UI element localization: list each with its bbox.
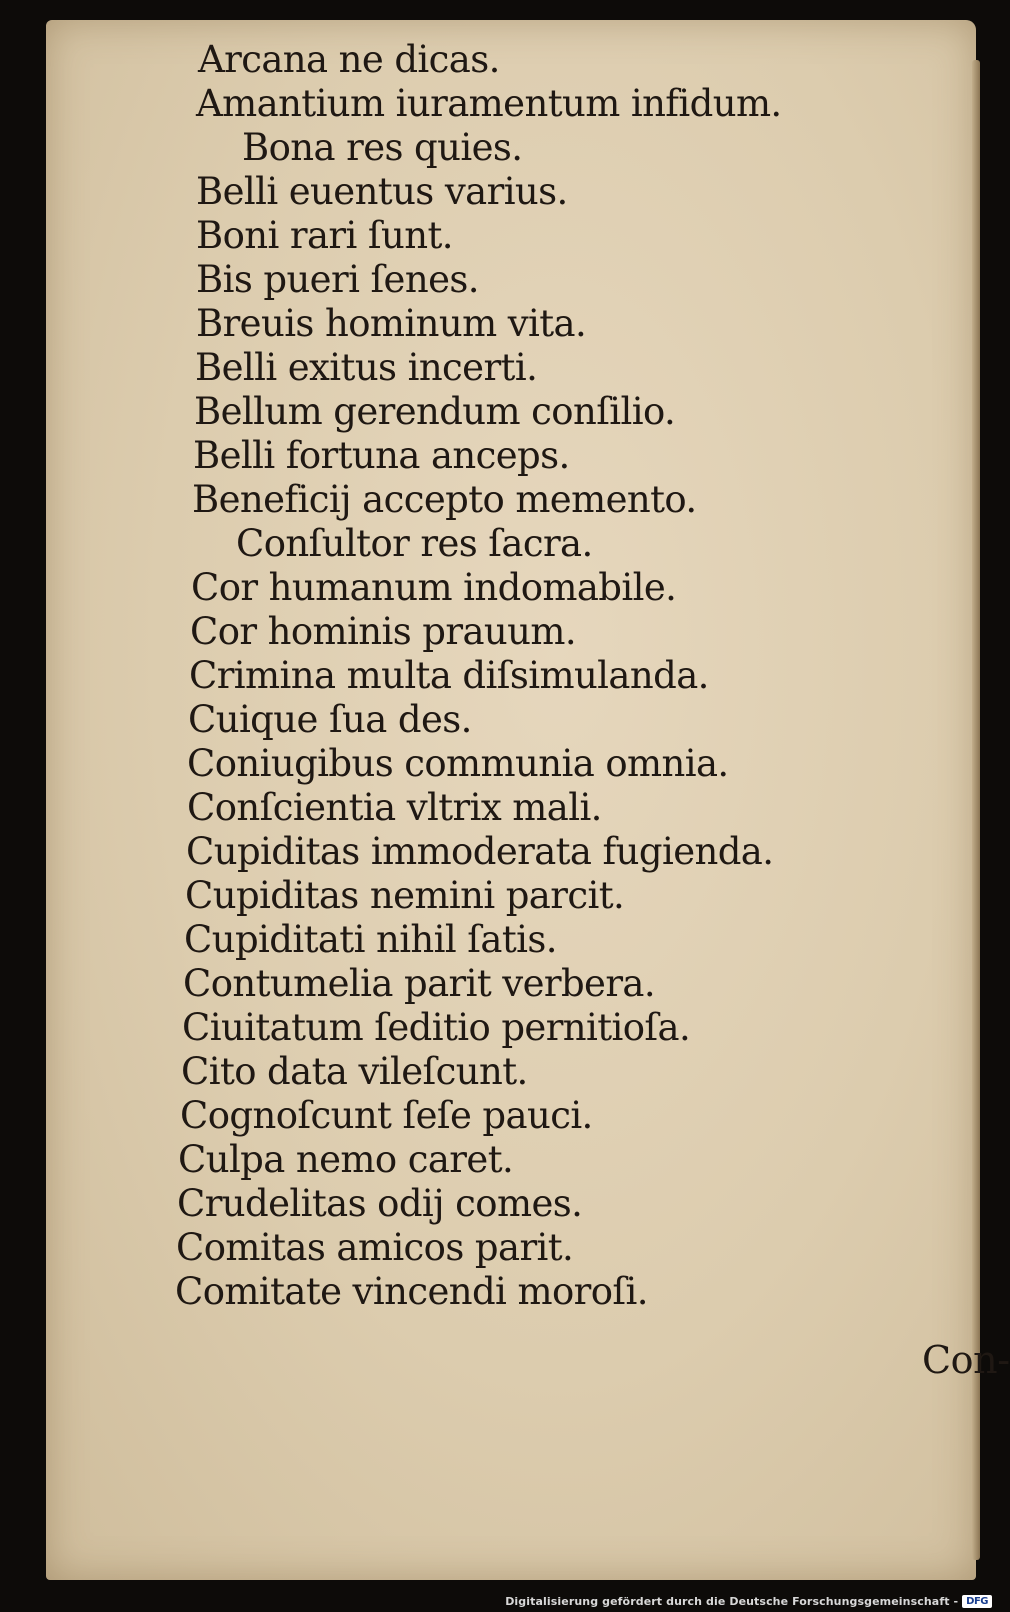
- text-line: Cuique ſua des.: [188, 698, 472, 741]
- text-line: Conſcientia vltrix mali.: [187, 786, 602, 829]
- text-line: Boni rari ſunt.: [196, 214, 453, 257]
- text-line: Bona res quies.: [242, 126, 523, 169]
- text-line: Conſultor res ſacra.: [236, 522, 593, 565]
- text-line: Ciuitatum ſeditio pernitioſa.: [182, 1006, 691, 1049]
- text-line: Belli fortuna anceps.: [193, 434, 570, 477]
- text-line: Cupiditati nihil ſatis.: [184, 918, 557, 961]
- text-line: Culpa nemo caret.: [178, 1138, 514, 1181]
- text-line: Beneficij accepto memento.: [192, 478, 697, 521]
- text-line: Cupiditas immoderata fugienda.: [186, 830, 774, 873]
- text-line: Belli euentus varius.: [196, 170, 568, 213]
- footer-credit-text: Digitalisierung gefördert durch die Deutsche Forschungsgemeinschaft -: [505, 1594, 959, 1608]
- text-line: Cupiditas nemini parcit.: [185, 874, 625, 917]
- text-line: Cito data vileſcunt.: [181, 1050, 528, 1093]
- text-line: Crudelitas odij comes.: [177, 1182, 583, 1225]
- text-line: Comitate vincendi moroſi.: [175, 1270, 648, 1313]
- text-line: Comitas amicos parit.: [176, 1226, 574, 1269]
- text-line: Amantium iuramentum infidum.: [196, 82, 782, 125]
- dfg-logo-icon: DFG: [962, 1595, 992, 1608]
- text-line: Belli exitus incerti.: [195, 346, 538, 389]
- text-line: Cor hominis prauum.: [190, 610, 577, 653]
- text-line: Crimina multa diſsimulanda.: [189, 654, 709, 697]
- text-line: Coniugibus communia omnia.: [187, 742, 729, 785]
- text-line: Cor humanum indomabile.: [191, 566, 677, 609]
- footer-credit: [505, 1592, 992, 1610]
- text-line: Bellum gerendum conſilio.: [194, 390, 676, 433]
- book-page: [46, 20, 1010, 1580]
- text-line: Bis pueri ſenes.: [196, 258, 479, 301]
- catchword: Con-: [922, 1338, 1010, 1382]
- text-block: [46, 20, 976, 1580]
- text-line: Contumelia parit verbera.: [183, 962, 656, 1005]
- text-line: Arcana ne dicas.: [198, 38, 500, 81]
- text-line: Cognoſcunt ſeſe pauci.: [180, 1094, 593, 1137]
- text-line: Breuis hominum vita.: [196, 302, 587, 345]
